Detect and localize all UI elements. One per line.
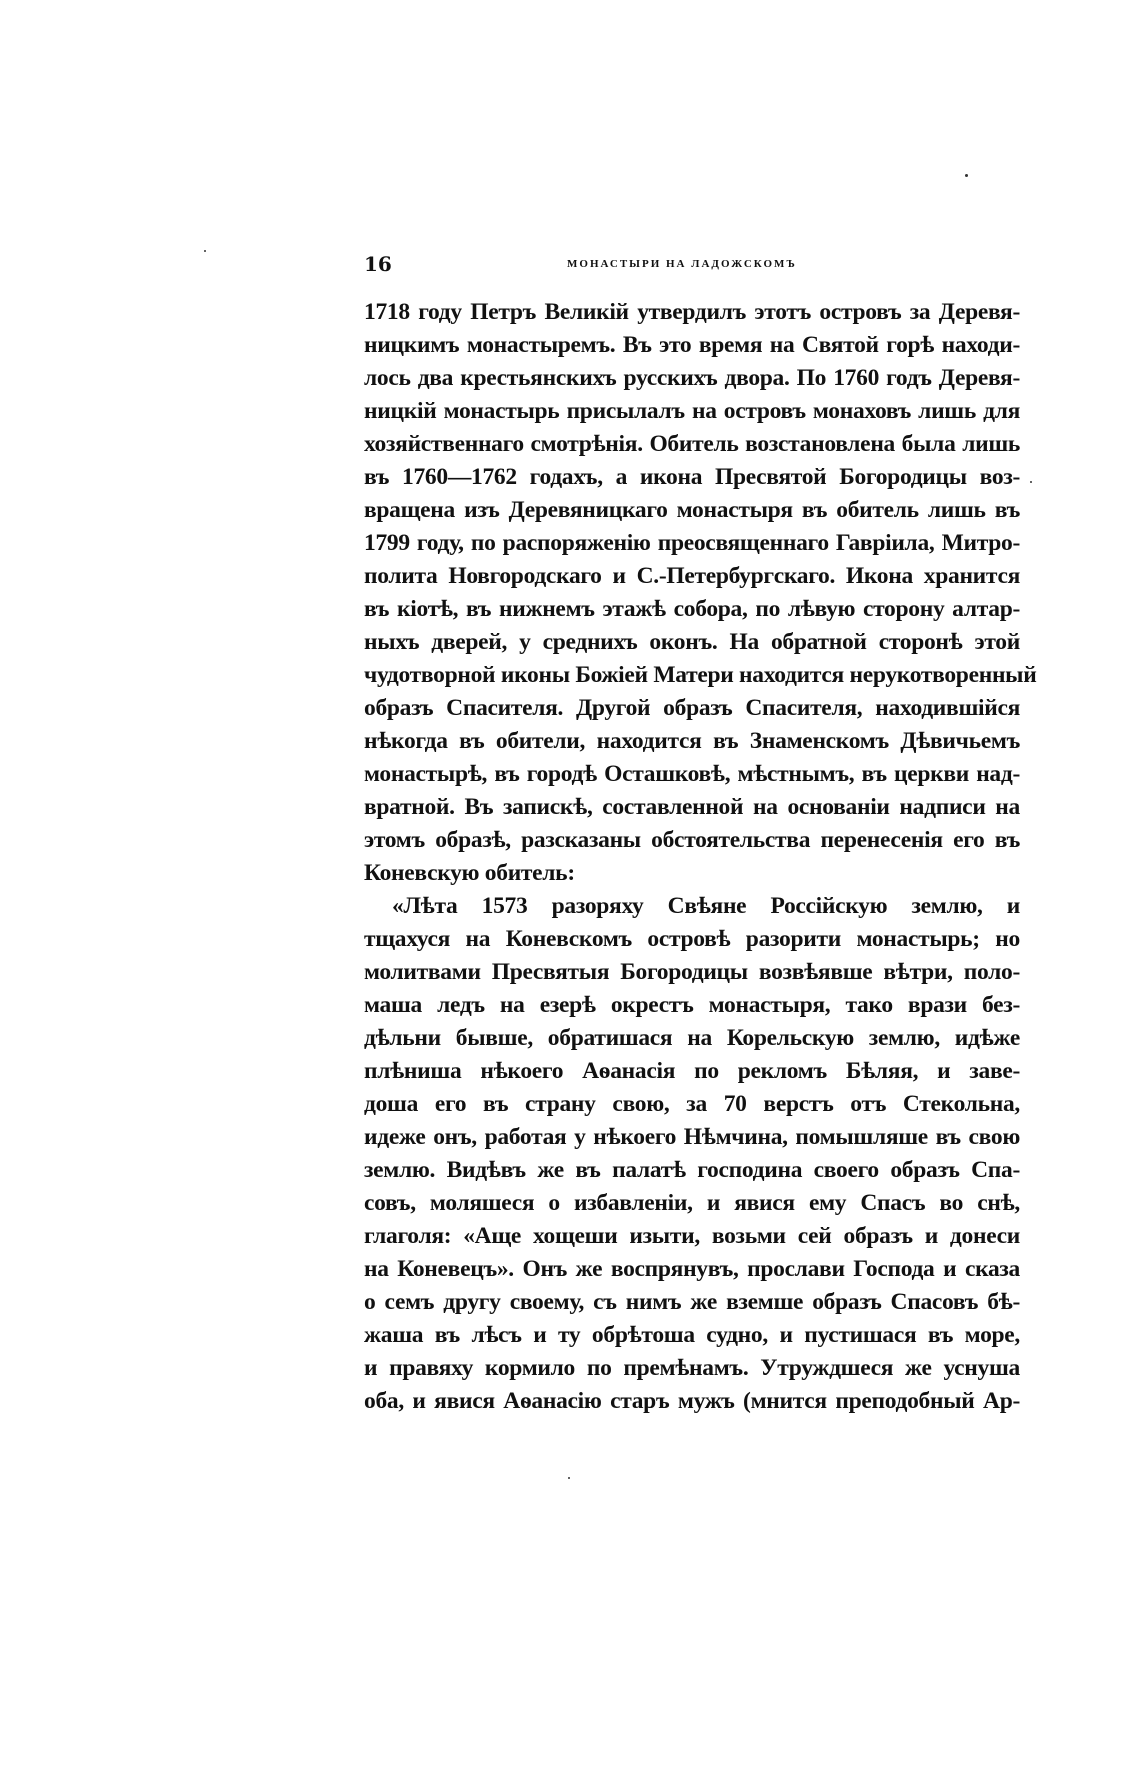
text-line: 1799 году, по распоряженію преосвященнаго Гавріила, Митро- (364, 530, 1020, 556)
page-number: 16 (364, 252, 392, 276)
text-line: въ 1760—1762 годахъ, а икона Пресвятой Богородицы воз- (364, 464, 1020, 490)
text-line: ницкимъ монастыремъ. Въ это время на Святой горѣ находи- (364, 332, 1020, 358)
text-line: вратной. Въ запискѣ, составленной на основаніи надписи на (364, 794, 1020, 820)
text-line: маша ледъ на езерѣ окрестъ монастыря, тако врази без- (364, 992, 1020, 1018)
scan-speck (965, 174, 968, 177)
text-line: ницкій монастырь присылалъ на островъ монаховъ лишь для (364, 398, 1020, 424)
text-line: и правяху кормило по премѣнамъ. Утруждшеся же уснуша (364, 1355, 1020, 1381)
text-line: лось два крестьянскихъ русскихъ двора. По 1760 годъ Деревя- (364, 365, 1020, 391)
paragraph-last-line: Коневскую обитель: (364, 860, 575, 886)
text-line: образъ Спасителя. Другой образъ Спасителя, находившійся (364, 695, 1020, 721)
text-line: дѣльни бывше, обратишася на Корельскую землю, идѣже (364, 1025, 1020, 1051)
text-line: хозяйственнаго смотрѣнія. Обитель возстановлена была лишь (364, 431, 1020, 457)
text-line: идеже онъ, работая у нѣкоего Нѣмчина, помышляше въ свою (364, 1124, 1020, 1150)
scan-speck (1030, 481, 1032, 483)
running-head: МОНАСТЫРИ НА ЛАДОЖСКОМЪ (567, 258, 797, 270)
text-line: чудотворной иконы Божіей Матери находится нерукотворенный (364, 662, 1037, 688)
text-line: о семъ другу своему, съ нимъ же вземше образъ Спасовъ бѣ- (364, 1289, 1020, 1315)
text-line: этомъ образѣ, разсказаны обстоятельства перенесенія его въ (364, 827, 1020, 853)
text-line: нѣкогда въ обители, находится въ Знаменскомъ Дѣвичьемъ (364, 728, 1020, 754)
page-header (362, 252, 1020, 284)
quote-first-line: «Лѣта 1573 разоряху Свѣяне Россійскую землю, и (392, 893, 1020, 919)
text-line: доша его въ страну свою, за 70 верстъ отъ Стекольна, (364, 1091, 1020, 1117)
text-line: жаша въ лѣсъ и ту обрѣтоша судно, и пустишася въ море, (364, 1322, 1020, 1348)
text-line: плѣниша нѣкоего Аѳанасія по рекломъ Бѣляя, и заве- (364, 1058, 1020, 1084)
text-line: монастырѣ, въ городѣ Осташковѣ, мѣстнымъ, въ церкви над- (364, 761, 1020, 787)
text-line: оба, и явися Аѳанасію старъ мужъ (мнится преподобный Ар- (364, 1388, 1020, 1414)
text-line: полита Новгородскаго и С.-Петербургскаго. Икона хранится (364, 563, 1020, 589)
text-line: тщахуся на Коневскомъ островѣ разорити монастырь; но (364, 926, 1020, 952)
scan-speck (204, 250, 206, 252)
text-line: въ кіотѣ, въ нижнемъ этажѣ собора, по лѣвую сторону алтар- (364, 596, 1020, 622)
scan-speck (568, 1477, 570, 1479)
text-line: глаголя: «Аще хощеши изыти, возьми сей образъ и донеси (364, 1223, 1020, 1249)
text-line: вращена изъ Деревяницкаго монастыря въ обитель лишь въ (364, 497, 1020, 523)
body-text (364, 296, 1037, 1418)
text-line: землю. Видѣвъ же въ палатѣ господина своего образъ Спа- (364, 1157, 1020, 1183)
text-line: молитвами Пресвятыя Богородицы возвѣявше вѣтри, поло- (364, 959, 1020, 985)
text-line: 1718 году Петръ Великій утвердилъ этотъ островъ за Деревя- (364, 299, 1020, 325)
text-line: ныхъ дверей, у среднихъ оконъ. На обратной сторонѣ этой (364, 629, 1020, 655)
text-line: на Коневецъ». Онъ же воспрянувъ, прослави Господа и сказа (364, 1256, 1020, 1282)
text-line: совъ, моляшеся о избавленіи, и явися ему Спасъ во снѣ, (364, 1190, 1020, 1216)
